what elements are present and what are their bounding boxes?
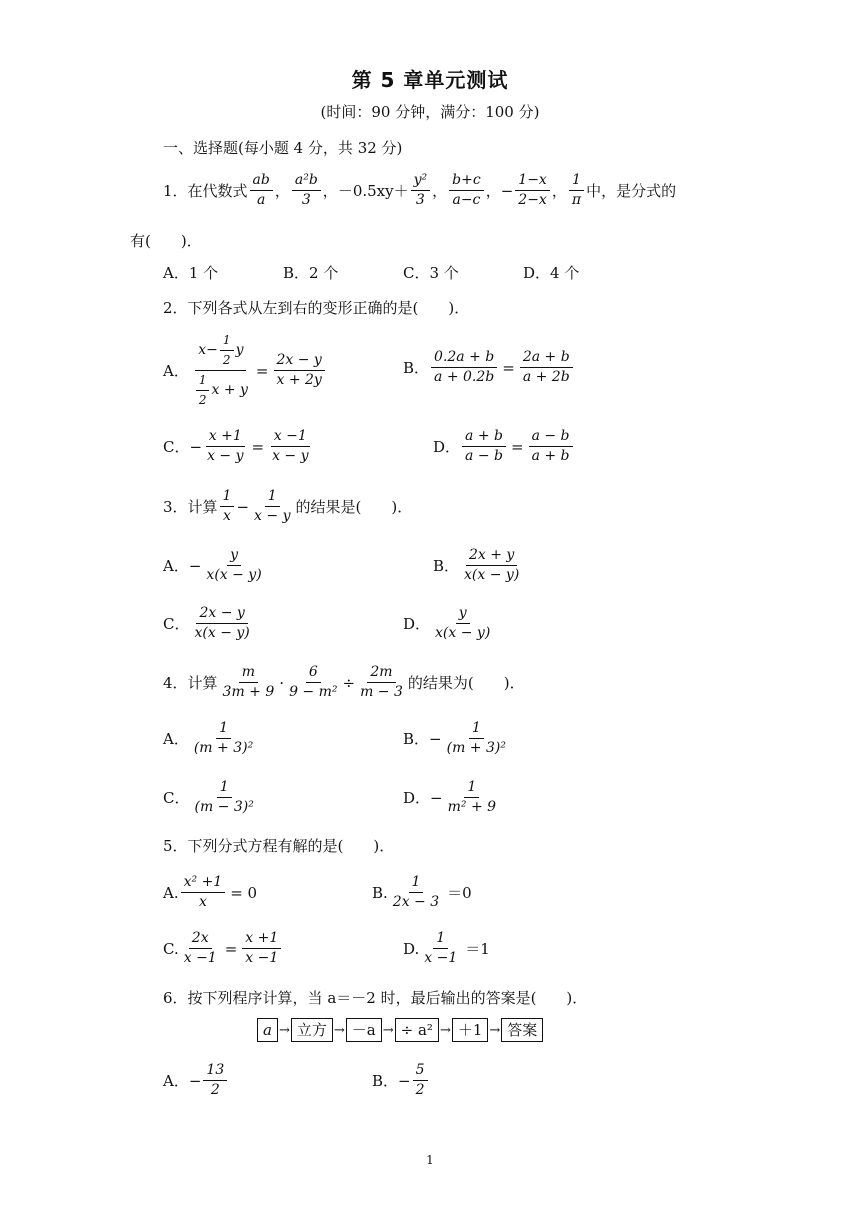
q2-option-a	[163, 332, 327, 409]
option-label: C．	[163, 438, 190, 456]
denominator: x −1	[183, 950, 217, 966]
minus-sign: −	[500, 181, 514, 200]
equals-sign: =	[255, 361, 269, 380]
fraction	[286, 664, 340, 701]
flow-box-divide: ÷ a²	[395, 1018, 439, 1042]
q4-option-a	[163, 720, 258, 757]
q2-option-d	[433, 428, 575, 465]
numerator: 1	[196, 372, 210, 391]
flow-box-cube: 立方	[291, 1018, 333, 1042]
numerator: 6	[306, 664, 321, 683]
fraction	[269, 428, 311, 465]
numerator: 1	[569, 172, 584, 191]
question-1	[163, 172, 676, 209]
numerator: x −1	[271, 428, 310, 447]
page-subtitle: (时间：90 分钟，满分：100 分)	[320, 103, 540, 121]
denominator: 2	[415, 1082, 425, 1098]
separator: ，	[551, 182, 567, 200]
denominator: x − y	[207, 448, 244, 464]
equals-sign: =	[510, 437, 524, 456]
denominator: x + 2y	[276, 372, 322, 388]
denominator: 3	[301, 192, 311, 208]
half-fraction	[220, 332, 234, 369]
option-label: C．	[163, 615, 190, 633]
numerator: x +1	[242, 930, 281, 949]
minus-sign: −	[189, 437, 203, 456]
denominator: x(x − y)	[435, 625, 491, 641]
equals-sign: =	[251, 437, 265, 456]
complex-fraction	[191, 332, 251, 409]
denominator: a + 2b	[522, 369, 570, 385]
numerator: x +1	[206, 428, 245, 447]
numerator: 1	[265, 488, 280, 507]
fraction	[431, 349, 497, 386]
q3-tail: 的结果是( )．	[295, 498, 413, 516]
q6-option-a	[163, 1062, 229, 1099]
denominator: a − b	[465, 448, 503, 464]
numerator	[195, 332, 246, 371]
denominator: x −1	[424, 950, 458, 966]
q5-stem: 5．下列分式方程有解的是( )．	[163, 837, 395, 855]
q5-option-d	[403, 930, 493, 967]
numerator: 1−x	[515, 172, 550, 191]
arrow-icon: →	[382, 1022, 394, 1038]
option-label: C．	[163, 789, 190, 807]
fraction	[390, 874, 442, 911]
q4-option-c	[163, 779, 259, 816]
denominator: 2x − 3	[392, 894, 440, 910]
separator: ，	[322, 182, 338, 200]
q5-option-b	[372, 874, 475, 911]
option-label: B．	[433, 557, 460, 575]
flow-box-answer: 答案	[501, 1018, 543, 1042]
numerator: 0.2a + b	[431, 349, 497, 368]
page-title: 第 5 章单元测试	[351, 68, 509, 92]
q2-stem: 2．下列各式从左到右的变形正确的是( )．	[163, 299, 470, 317]
fraction	[529, 428, 573, 465]
fraction	[181, 930, 220, 967]
denominator: 3	[415, 192, 425, 208]
q1-option-d: D．4 个	[523, 264, 580, 282]
fraction	[242, 930, 281, 967]
option-label: D．	[433, 438, 461, 456]
fraction	[413, 1062, 428, 1099]
option-label: A．	[163, 1072, 189, 1090]
numerator: a²b	[292, 172, 321, 191]
denominator: m² + 9	[447, 799, 497, 815]
half-fraction	[196, 372, 210, 409]
q1-expr-3: －0.5xy＋	[337, 182, 409, 200]
q5-option-a	[163, 874, 260, 911]
fraction	[191, 605, 252, 642]
numerator: 1	[409, 874, 424, 893]
denominator: (m + 3)²	[446, 740, 506, 756]
separator: ，	[485, 182, 501, 200]
denominator: a + 0.2b	[434, 369, 495, 385]
q1-fraction-3	[411, 172, 431, 209]
denominator: m − 3	[360, 684, 403, 700]
fraction	[251, 488, 293, 525]
page-number: 1	[426, 1153, 434, 1167]
denominator: 2	[198, 393, 207, 407]
q5-option-c	[163, 930, 283, 967]
denominator: x(x − y)	[194, 625, 250, 641]
question-3	[163, 488, 412, 525]
q1-tail: 中，是分式的	[586, 182, 677, 200]
q1-fraction-6	[569, 172, 584, 209]
denominator: (m − 3)²	[194, 799, 254, 815]
numerator: 1	[217, 779, 232, 798]
q4-tail: 的结果为( )．	[407, 674, 525, 692]
numerator: 2a + b	[520, 349, 573, 368]
fraction	[181, 874, 226, 911]
numerator: 2x + y	[466, 547, 517, 566]
equation-rhs: = 0	[230, 883, 258, 902]
term: x + y	[211, 382, 248, 398]
arrow-icon: →	[439, 1022, 451, 1038]
q6-stem: 6．按下列程序计算，当 a＝－2 时，最后输出的答案是( )．	[163, 989, 588, 1007]
denominator: 3m + 9	[222, 684, 275, 700]
fraction	[461, 547, 522, 584]
denominator	[191, 371, 251, 409]
q3-option-b	[433, 547, 524, 584]
q4-lead: 4．计算	[163, 674, 218, 692]
q1-option-c: C．3 个	[403, 264, 459, 282]
numerator: x² +1	[181, 874, 226, 893]
fraction	[357, 664, 406, 701]
denominator: x(x − y)	[206, 567, 262, 583]
minus-sign: −	[188, 1071, 202, 1090]
option-label: A．	[163, 362, 189, 380]
denominator: x −1	[245, 950, 279, 966]
numerator: 1	[464, 779, 479, 798]
denominator: a	[257, 192, 266, 208]
denominator: x − y	[254, 508, 291, 524]
q1-option-b: B．2 个	[283, 264, 339, 282]
multiply-dot: ·	[279, 673, 285, 692]
question-4	[163, 664, 525, 701]
arrow-icon: →	[489, 1022, 501, 1038]
q1-lead: 1．在代数式	[163, 182, 248, 200]
arrow-icon: →	[333, 1022, 345, 1038]
q1-fraction-4	[449, 172, 484, 209]
option-label: B.	[372, 883, 388, 902]
denominator: x(x − y)	[464, 567, 520, 583]
section-heading: 一、选择题(每小题 4 分，共 32 分)	[163, 139, 403, 157]
denominator: 9 − m²	[289, 684, 338, 700]
minus-sign: −	[429, 729, 442, 748]
numerator: 2x − y	[196, 605, 247, 624]
option-label: D．	[403, 615, 431, 633]
denominator: (m + 3)²	[193, 740, 254, 756]
q2-option-c	[163, 428, 314, 465]
numerator: m	[239, 664, 258, 683]
numerator: 1	[433, 930, 448, 949]
fraction	[444, 720, 509, 757]
denominator: a−c	[452, 192, 481, 208]
fraction	[220, 488, 235, 525]
numerator: 1	[220, 488, 235, 507]
fraction	[274, 352, 325, 389]
minus-sign: −	[430, 788, 443, 807]
q1-option-a: A．1 个	[163, 264, 219, 282]
numerator: y	[227, 547, 241, 566]
q1-continuation: 有( )．	[130, 232, 202, 250]
separator: ，	[274, 182, 290, 200]
separator: ，	[432, 182, 448, 200]
q1-fraction-1	[250, 172, 273, 209]
equals-sign: =	[224, 939, 238, 958]
numerator: a + b	[462, 428, 506, 447]
denominator: 2	[222, 353, 231, 367]
numerator: 5	[413, 1062, 428, 1081]
q1-fraction-5	[515, 172, 550, 209]
option-label: B．	[372, 1072, 399, 1090]
option-label: B．	[403, 359, 430, 377]
numerator: y²	[411, 172, 431, 191]
term: x−	[198, 342, 218, 358]
arrow-icon: →	[278, 1022, 290, 1038]
fraction	[203, 1062, 227, 1099]
fraction	[445, 779, 499, 816]
numerator: y	[456, 605, 470, 624]
program-flowchart	[257, 1018, 543, 1042]
fraction	[191, 779, 256, 816]
fraction	[421, 930, 460, 967]
equation-rhs: ＝0	[447, 884, 472, 902]
numerator: 13	[203, 1062, 227, 1081]
fraction	[191, 720, 256, 757]
denominator: 2	[210, 1082, 220, 1098]
option-label: B．	[403, 730, 430, 748]
fraction	[432, 605, 493, 642]
q3-option-c	[163, 605, 255, 642]
minus-sign: −	[236, 497, 250, 516]
q4-option-d	[403, 779, 501, 816]
denominator: x	[223, 508, 231, 524]
numerator: 2x − y	[274, 352, 325, 371]
q3-option-a	[163, 547, 267, 584]
fraction	[462, 428, 506, 465]
numerator: 1	[220, 332, 234, 351]
numerator: 1	[216, 720, 231, 739]
fraction	[203, 547, 264, 584]
fraction	[204, 428, 246, 465]
option-label: C.	[163, 939, 179, 958]
option-label: A.	[163, 883, 179, 902]
flow-box-subtract: －a	[346, 1018, 382, 1042]
equation-rhs: ＝1	[465, 940, 490, 958]
equals-sign: =	[502, 358, 515, 377]
q6-option-b	[372, 1062, 430, 1099]
denominator: x − y	[272, 448, 309, 464]
option-label: A．	[163, 557, 189, 575]
flow-box-add-one: ＋1	[452, 1018, 489, 1042]
minus-sign: −	[398, 1071, 411, 1090]
q3-lead: 3．计算	[163, 498, 218, 516]
numerator: 1	[469, 720, 484, 739]
term: y	[235, 342, 244, 358]
numerator: b+c	[449, 172, 484, 191]
q1-fraction-2	[292, 172, 321, 209]
option-label: D.	[403, 939, 420, 958]
q4-option-b	[403, 720, 511, 757]
denominator: π	[571, 192, 582, 208]
minus-sign: −	[188, 556, 202, 575]
numerator: 2x	[189, 930, 212, 949]
numerator: a − b	[529, 428, 573, 447]
fraction	[220, 664, 278, 701]
fraction	[520, 349, 573, 386]
q2-option-b	[403, 349, 575, 386]
numerator: ab	[250, 172, 273, 191]
denominator: a + b	[531, 448, 570, 464]
q3-option-d	[403, 605, 495, 642]
denominator: 2−x	[518, 192, 547, 208]
flow-box-input: a	[257, 1018, 278, 1042]
divide-sign: ÷	[342, 673, 356, 692]
option-label: D．	[403, 789, 431, 807]
option-label: A．	[163, 730, 189, 748]
numerator: 2m	[367, 664, 395, 683]
denominator: x	[198, 894, 207, 910]
